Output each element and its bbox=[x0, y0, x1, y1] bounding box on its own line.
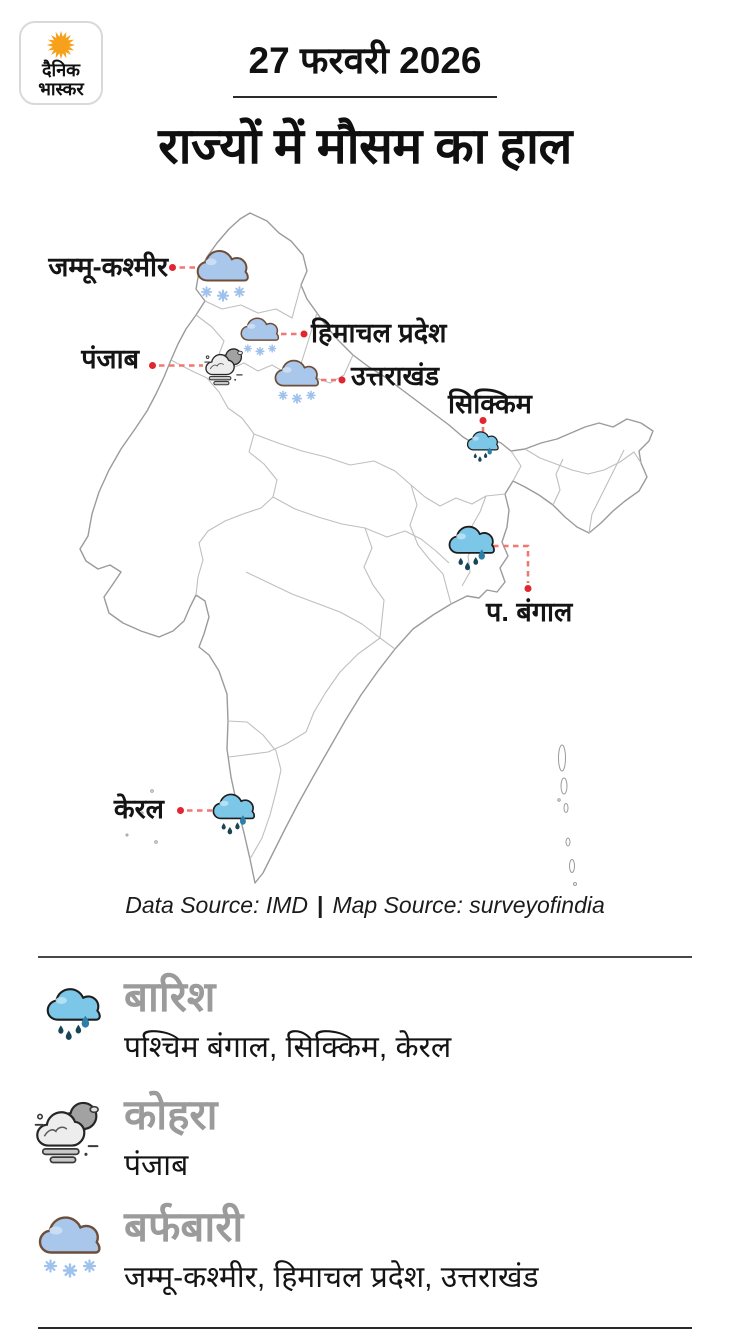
map-label-west-bengal: प. बंगाल bbox=[486, 597, 573, 627]
source-separator: | bbox=[317, 892, 324, 918]
legend-title-rain: बारिश bbox=[124, 973, 216, 1020]
logo-word-1: दैनिक bbox=[41, 60, 81, 80]
divider-top bbox=[38, 956, 692, 958]
divider-bottom bbox=[38, 1327, 692, 1329]
snow-cloud-icon bbox=[38, 1214, 102, 1278]
legend-states-fog: पंजाब bbox=[124, 1149, 189, 1182]
map-label-sikkim: सिक्किम bbox=[448, 389, 532, 419]
data-source-text: Data Source: IMD bbox=[125, 892, 309, 918]
rain-cloud-icon bbox=[46, 986, 102, 1042]
date-heading: 27 फरवरी 2026 bbox=[233, 33, 498, 98]
snow-cloud-icon bbox=[198, 251, 248, 301]
page-title: राज्यों में मौसम का हाल bbox=[158, 118, 572, 174]
islands bbox=[126, 745, 577, 886]
map-label-kerala: केरल bbox=[113, 794, 164, 824]
legend-title-snowfall: बर्फबारी bbox=[124, 1203, 244, 1250]
fog-icon bbox=[34, 1098, 104, 1168]
legend-title-fog: कोहरा bbox=[124, 1091, 218, 1138]
legend-states-rain: पश्चिम बंगाल, सिक्किम, केरल bbox=[124, 1031, 452, 1064]
map-label-uttarakhand: उत्तराखंड bbox=[351, 361, 440, 391]
source-line bbox=[0, 892, 730, 919]
logo-word-2: भास्कर bbox=[38, 79, 84, 99]
map-label-jammu-kashmir: जम्मू-कश्मीर bbox=[48, 252, 168, 282]
map-label-punjab: पंजाब bbox=[81, 344, 139, 374]
map-label-himachal-pradesh: हिमाचल प्रदेश bbox=[311, 318, 447, 348]
legend-states-snowfall: जम्मू-कश्मीर, हिमाचल प्रदेश, उत्तराखंड bbox=[124, 1261, 539, 1294]
map-source-text: Map Source: surveyofindia bbox=[332, 892, 605, 918]
